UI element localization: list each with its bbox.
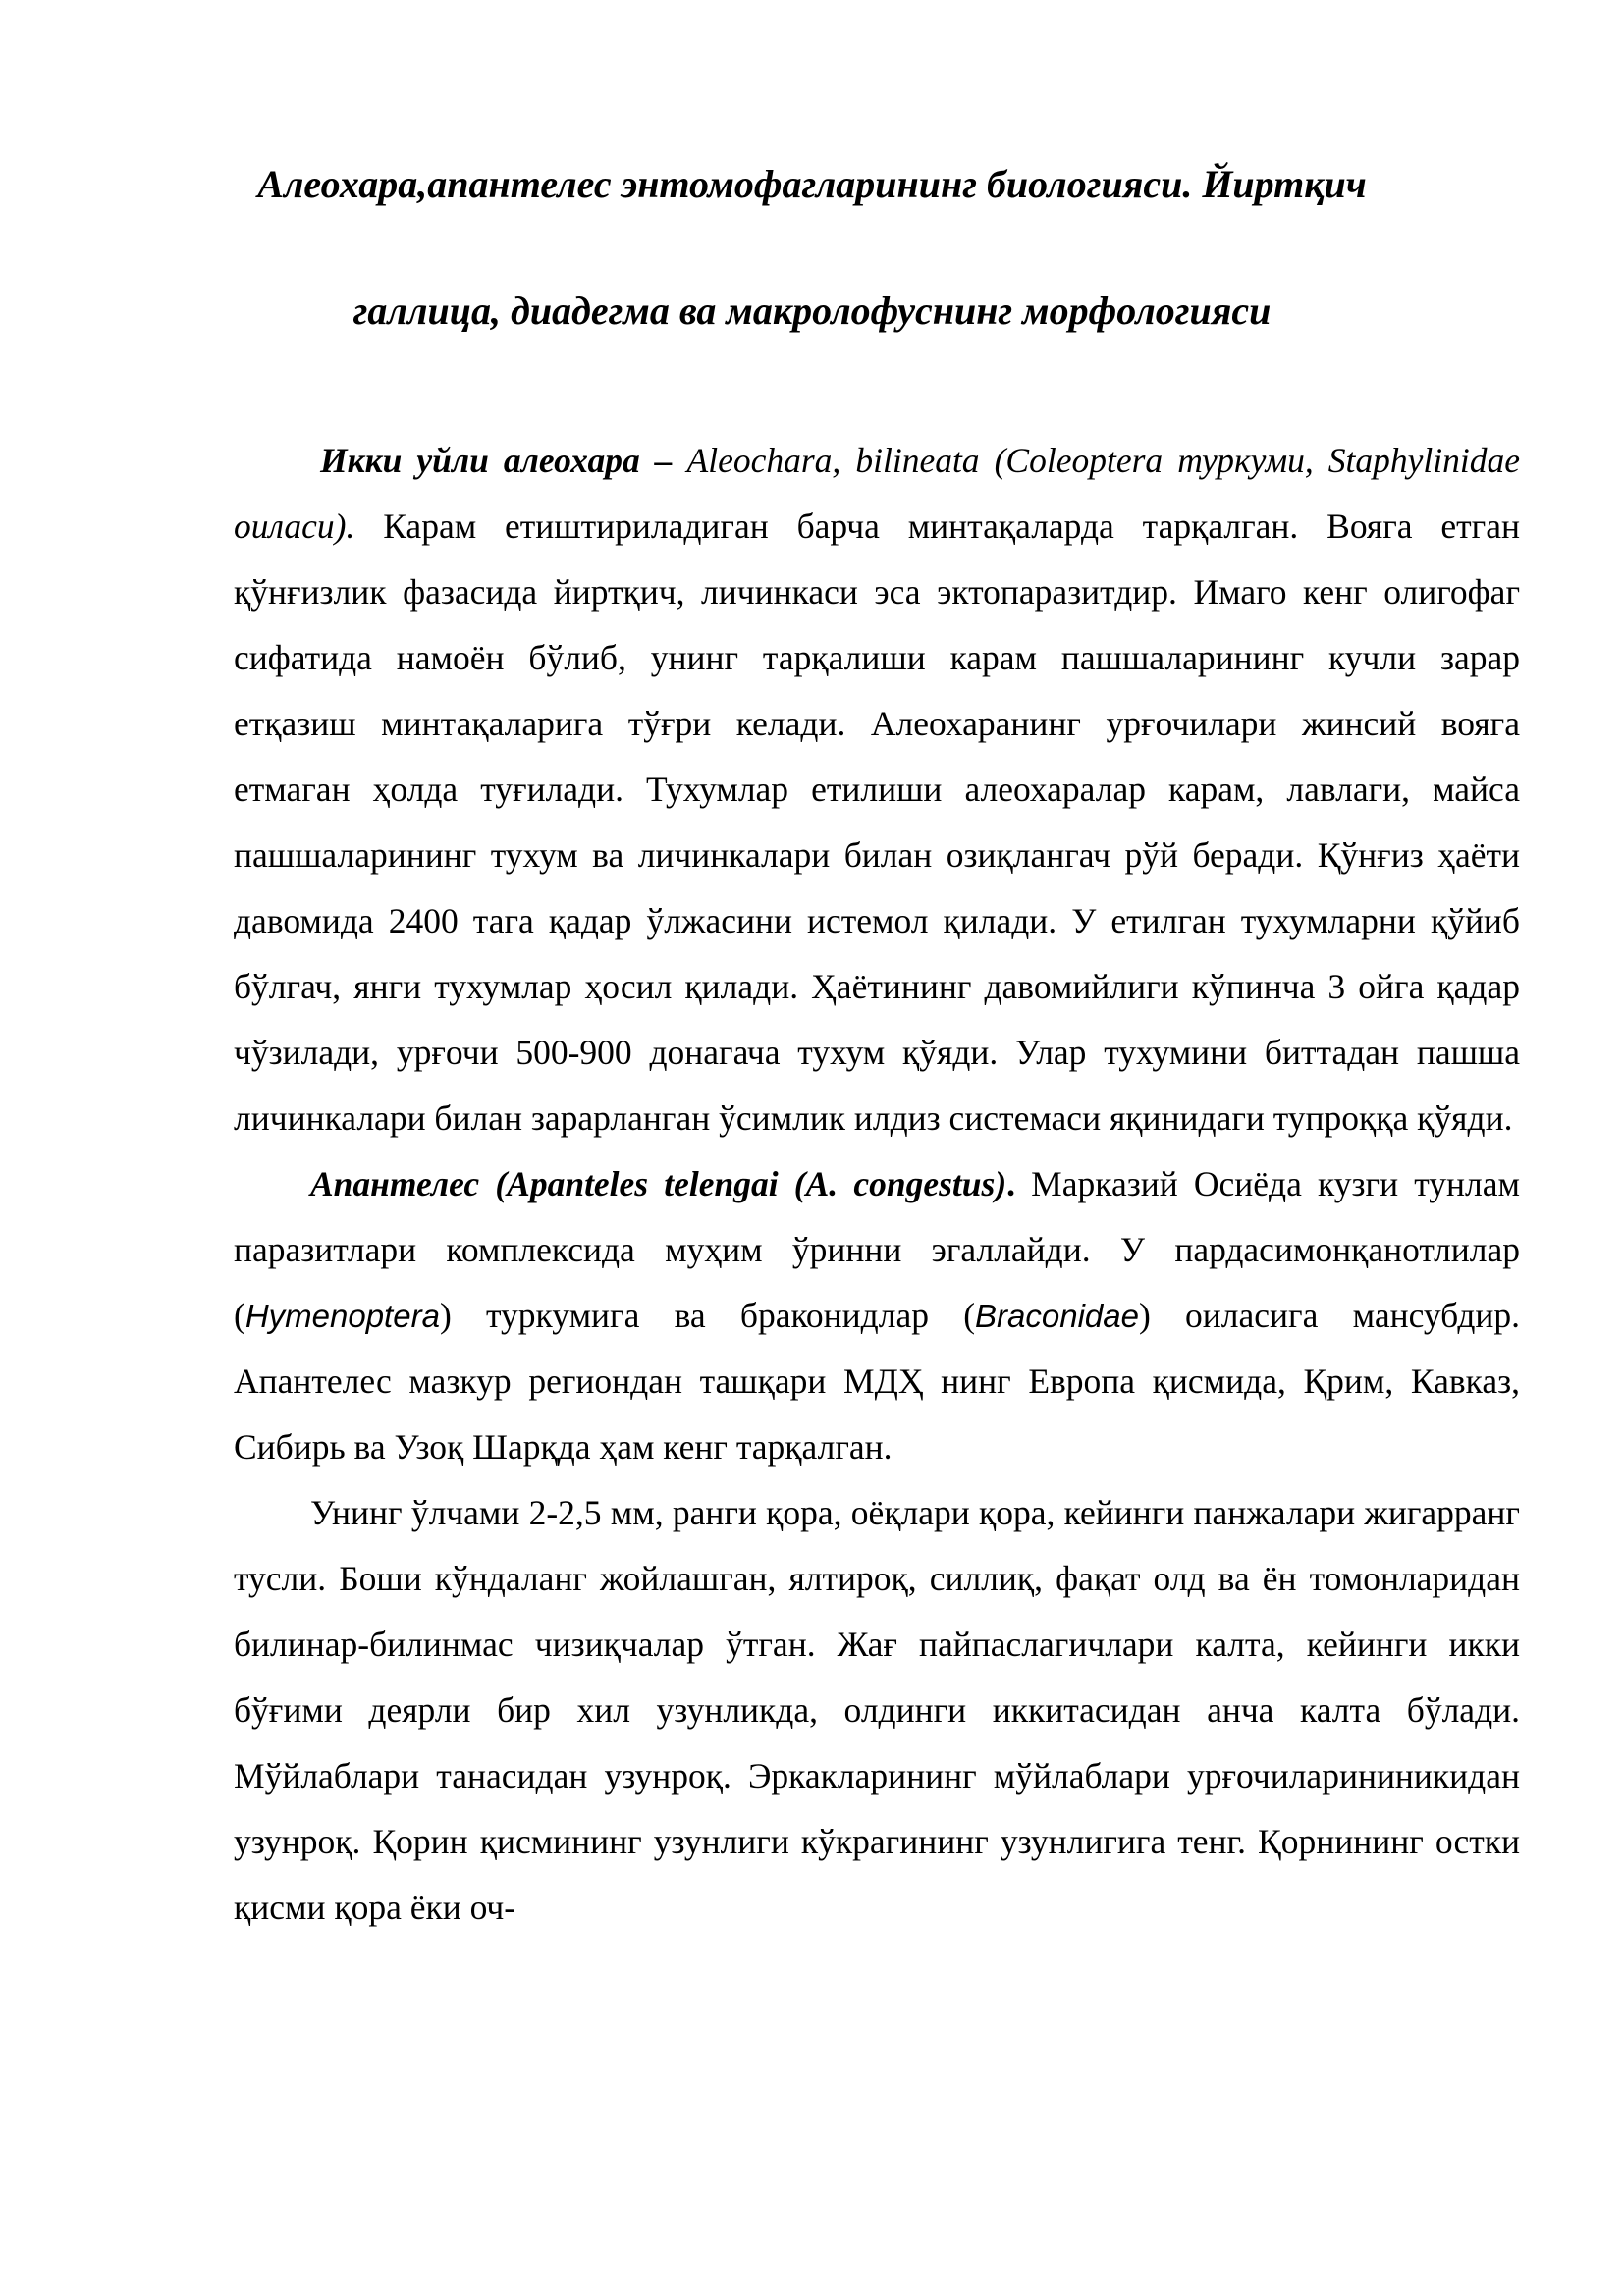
term-apanteles: Апантелес (Apanteles telengai (A. congestus) bbox=[310, 1164, 1007, 1203]
latin-braconidae: Braconidae bbox=[975, 1298, 1139, 1334]
title-line-1: Алеохара,апантелес энтомофагларининг биологияси. Йиртқич bbox=[257, 162, 1367, 206]
body-text bbox=[234, 428, 1520, 1941]
paragraph-aleochara bbox=[234, 428, 1520, 1151]
paragraph-description bbox=[234, 1480, 1520, 1941]
paragraph-aleochara-text: Карам етиштириладиган барча минтақаларда тарқалган. Вояга етган қўнғизлик фазасида йиртқич, личинкаси эса эктопаразитдир. Имаго кенг олигофаг сифатида намоён бўлиб, унинг тарқалиши карам пашшаларининг кучли зарар етқазиш минтақаларига тўғри келади. Алеохаранинг урғочилари жинсий вояга етмаган ҳолда туғилади. Тухумлар етилиши алеохаралар карам, лавлаги, майса пашшаларининг тухум ва личинкалари билан озиқлангач рўй беради. Қўнғиз ҳаёти давомида 2400 тага қадар ўлжасини истемол қилади. У етилган тухумларни қўйиб бўлгач, янги тухумлар ҳосил қилади. Ҳаётининг давомийлиги кўпинча 3 ойга қадар чўзилади, урғочи 500-900 донагача тухум қўяди. Улар тухумини биттадан пашша личинкалари билан зарарланган ўсимлик илдиз системаси яқинидаги тупроққа қўяди. bbox=[234, 507, 1520, 1138]
paragraph-description-text: Унинг ўлчами 2-2,5 мм, ранги қора, оёқлари қора, кейинги панжалари жигарранг тусли. Боши кўндаланг жойлашган, ялтироқ, силлиқ, фақат олд ва ён томонларидан билинар-билинмас чизиқчалар ўтган. Жағ пайпаслагичлари калта, кейинги икки бўғими деярли бир хил узунликда, олдинги иккитасидан анча калта бўлади. Мўйлаблари танасидан узунроқ. Эркакларининг мўйлаблари урғочиларининикидан узунроқ. Қорин қисмининг узунлиги кўкрагининг узунлигига тенг. Қорнининг остки қисми қора ёки оч- bbox=[234, 1493, 1520, 1927]
term-apanteles-dot: . bbox=[1006, 1164, 1016, 1203]
paragraph-apanteles-text-1: Марказий Осиёда кузги тунлам паразитлари комплексида муҳим ўринни эгаллайди. У пардасимонқанотлилар ( bbox=[234, 1164, 1520, 1335]
paragraph-apanteles bbox=[234, 1151, 1520, 1480]
paragraph-apanteles-text-2: ) туркумига ва браконидлар ( bbox=[439, 1296, 976, 1335]
latin-aleochara: Aleochara, bilineata (Coleoptera туркуми, Staphylinidae оиласи). bbox=[234, 441, 1521, 546]
term-aleochara: Икки уйли алеохара – bbox=[320, 441, 673, 480]
paragraph-apanteles-text-3: ) оиласига мансубдир. Апантелес мазкур региондан ташқари МДҲ нинг Европа қисмида, Қрим, Кавказ, Сибирь ва Узоқ Шарқда ҳам кенг тарқалган. bbox=[234, 1296, 1521, 1467]
latin-hymenoptera: Hymenoptera bbox=[244, 1298, 440, 1334]
title-line-2: галлица, диадегма ва макролофуснинг морфологияси bbox=[352, 289, 1272, 333]
